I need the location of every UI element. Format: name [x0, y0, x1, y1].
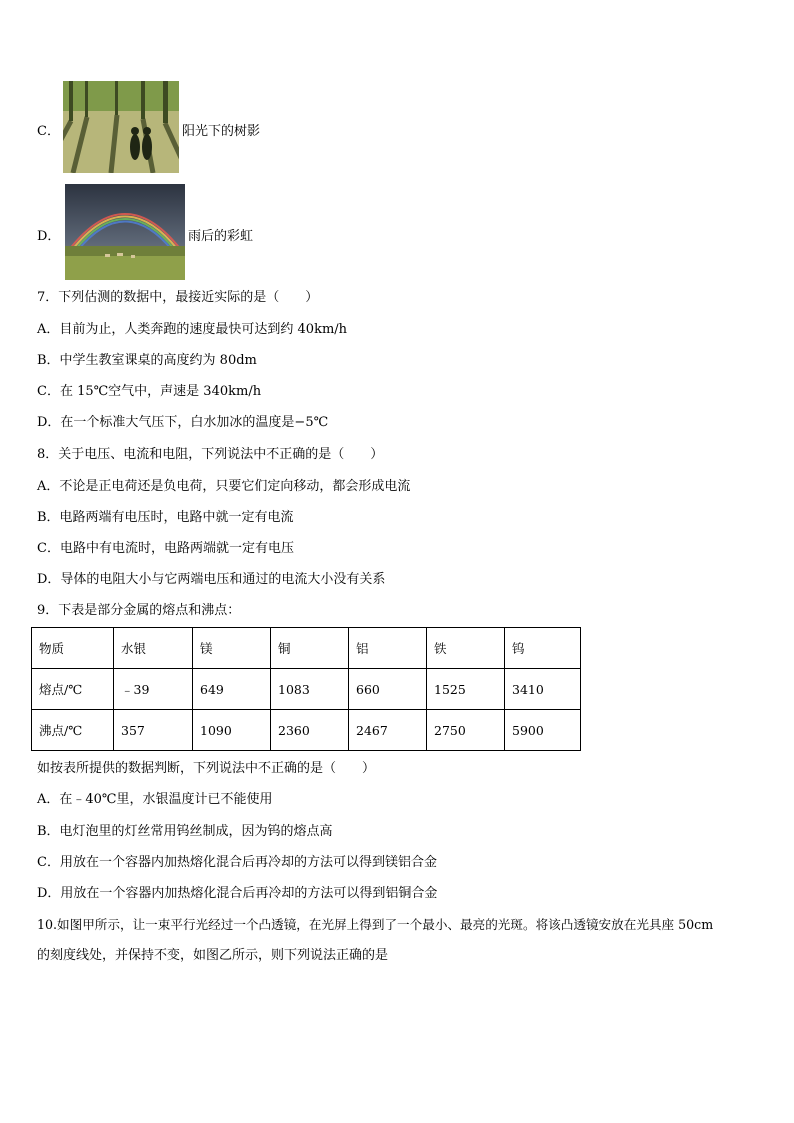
table-cell: 2750 [427, 710, 505, 751]
table-cell: 铜 [271, 628, 349, 669]
q8-stem: 8．关于电压、电流和电阻，下列说法中不正确的是（ ） [37, 447, 384, 462]
q9-stem: 9．下表是部分金属的熔点和沸点： [37, 603, 241, 618]
trees-shadow-photo [63, 81, 179, 173]
table-cell: 1083 [271, 669, 349, 710]
option-d-caption: 雨后的彩虹 [188, 229, 254, 244]
metal-properties-table [31, 627, 581, 751]
table-row [32, 710, 581, 751]
q8-option-c: C．电路中有电流时，电路两端就一定有电压 [37, 541, 294, 556]
table-cell: 2360 [271, 710, 349, 751]
q7-option-a: A．目前为止，人类奔跑的速度最快可达到约 40km/h [37, 322, 348, 337]
q7-option-b: B．中学生教室课桌的高度约为 80dm [37, 353, 257, 368]
table-cell: 镁 [193, 628, 271, 669]
table-cell: ﹣39 [114, 669, 193, 710]
table-cell: 649 [193, 669, 271, 710]
rainbow-photo [65, 184, 185, 280]
q10-stem-line2: 的刻度线处，并保持不变，如图乙所示，则下列说法正确的是 [37, 948, 389, 963]
table-cell: 1525 [427, 669, 505, 710]
table-cell: 660 [349, 669, 427, 710]
table-cell: 物质 [32, 628, 114, 669]
q9-question: 如按表所提供的数据判断，下列说法中不正确的是（ ） [37, 761, 376, 776]
option-c-caption: 阳光下的树影 [182, 124, 261, 139]
option-c-label: C． [37, 124, 60, 139]
q7-option-c: C．在 15℃空气中，声速是 340km/h [37, 384, 262, 399]
q7-option-d: D．在一个标准大气压下，白水加冰的温度是−5℃ [37, 415, 329, 430]
table-row [32, 669, 581, 710]
table-cell: 铁 [427, 628, 505, 669]
trees-shadow-image [63, 81, 179, 173]
table-cell: 沸点/℃ [32, 710, 114, 751]
q9-option-c: C．用放在一个容器内加热熔化混合后再冷却的方法可以得到镁铝合金 [37, 855, 437, 870]
table-cell: 铝 [349, 628, 427, 669]
table-cell: 5900 [505, 710, 581, 751]
option-d-label: D． [37, 229, 61, 244]
table-cell: 钨 [505, 628, 581, 669]
q8-option-a: A．不论是正电荷还是负电荷，只要它们定向移动，都会形成电流 [37, 479, 411, 494]
table-cell: 3410 [505, 669, 581, 710]
q8-option-b: B．电路两端有电压时，电路中就一定有电流 [37, 510, 294, 525]
table-cell: 熔点/℃ [32, 669, 114, 710]
table-cell: 水银 [114, 628, 193, 669]
q10-stem-line1: 10.如图甲所示，让一束平行光经过一个凸透镜，在光屏上得到了一个最小、最亮的光斑。将该凸透镜安放在光具座 50cm [37, 917, 714, 932]
table-cell: 2467 [349, 710, 427, 751]
q8-option-d: D．导体的电阻大小与它两端电压和通过的电流大小没有关系 [37, 572, 386, 587]
q9-option-a: A．在﹣40℃里，水银温度计已不能使用 [37, 792, 273, 807]
table-cell: 1090 [193, 710, 271, 751]
q9-option-d: D．用放在一个容器内加热熔化混合后再冷却的方法可以得到铝铜合金 [37, 886, 438, 901]
rainbow-image [65, 184, 185, 280]
table-cell: 357 [114, 710, 193, 751]
q7-stem: 7．下列估测的数据中，最接近实际的是（ ） [37, 290, 319, 305]
q9-option-b: B．电灯泡里的灯丝常用钨丝制成，因为钨的熔点高 [37, 824, 333, 839]
table-header-row [32, 628, 581, 669]
